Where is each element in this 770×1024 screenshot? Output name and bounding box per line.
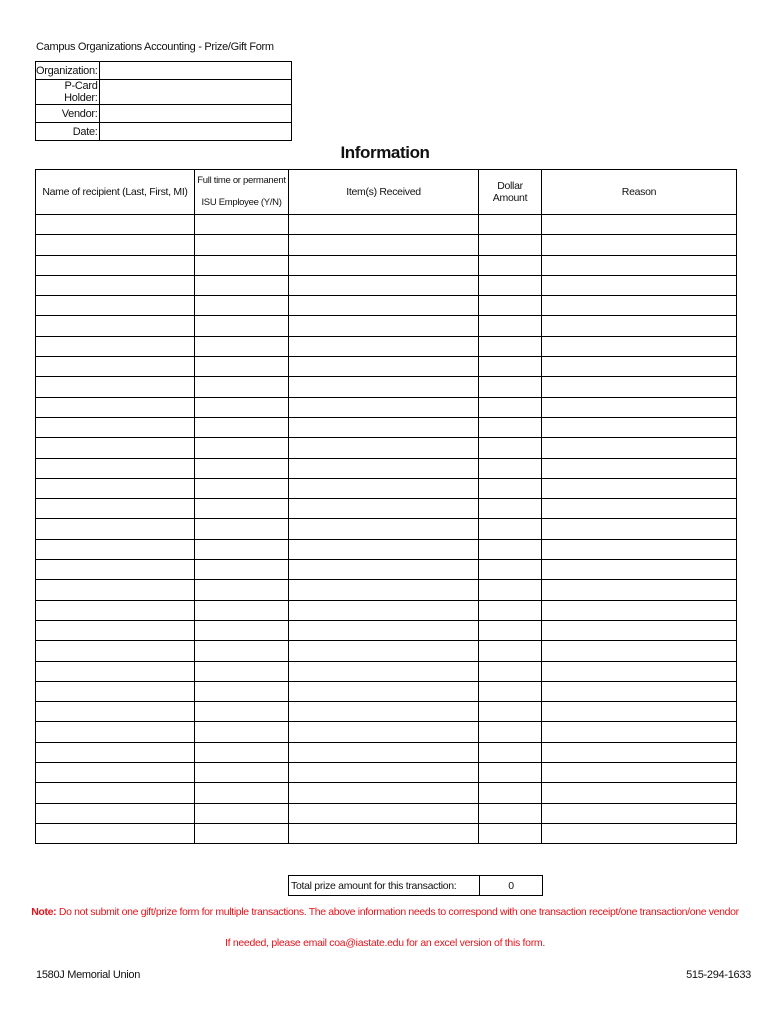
dollar-amount-cell[interactable] [479,620,542,640]
reason-cell[interactable] [542,539,737,559]
table-row [36,783,737,803]
items-cell[interactable] [289,417,479,437]
table-row [36,560,737,580]
reason-cell[interactable] [542,215,737,235]
reason-cell[interactable] [542,641,737,661]
recipient-cell[interactable] [36,357,195,377]
items-cell[interactable] [289,296,479,316]
recipient-cell[interactable] [36,417,195,437]
items-cell[interactable] [289,458,479,478]
table-row [36,215,737,235]
employee-cell[interactable] [195,681,289,701]
employee-cell[interactable] [195,275,289,295]
employee-cell[interactable] [195,539,289,559]
dollar-amount-cell[interactable] [479,661,542,681]
recipient-cell[interactable] [36,702,195,722]
excel-version-note: If needed, please email coa@iastate.edu for an excel version of this form. [225,937,545,949]
section-heading: Information [340,143,430,162]
note-body: Do not submit one gift/prize form for multiple transactions. The above information needs to correspond with one transaction receipt/one transaction/one vendor [56,906,739,918]
employee-cell[interactable] [195,620,289,640]
information-table [35,169,737,844]
footer-phone: 515-294-1633 [686,969,751,981]
table-row [36,275,737,295]
dollar-amount-cell[interactable] [479,215,542,235]
table-body [36,215,737,844]
dollar-amount-cell[interactable] [479,823,542,843]
employee-cell[interactable] [195,499,289,519]
table-row [36,478,737,498]
items-cell[interactable] [289,681,479,701]
recipient-cell[interactable] [36,742,195,762]
reason-cell[interactable] [542,397,737,417]
employee-cell[interactable] [195,763,289,783]
dollar-amount-cell[interactable] [479,580,542,600]
table-row [36,803,737,823]
table-row [36,600,737,620]
dollar-amount-cell[interactable] [479,763,542,783]
dollar-amount-cell[interactable] [479,357,542,377]
organization-label: Organization: [36,62,100,80]
employee-cell[interactable] [195,722,289,742]
dollar-amount-cell[interactable] [479,316,542,336]
vendor-label: Vendor: [36,105,100,123]
employee-cell[interactable] [195,336,289,356]
recipient-cell[interactable] [36,235,195,255]
items-cell[interactable] [289,823,479,843]
dollar-amount-cell[interactable] [479,296,542,316]
reason-cell[interactable] [542,702,737,722]
column-header-items: Item(s) Received [289,170,479,215]
dollar-amount-cell[interactable] [479,397,542,417]
table-row [36,742,737,762]
employee-cell[interactable] [195,783,289,803]
dollar-amount-cell[interactable] [479,803,542,823]
employee-cell[interactable] [195,377,289,397]
items-cell[interactable] [289,316,479,336]
recipient-cell[interactable] [36,296,195,316]
total-label: Total prize amount for this transaction: [289,876,480,896]
table-row [36,499,737,519]
recipient-cell[interactable] [36,641,195,661]
recipient-cell[interactable] [36,316,195,336]
reason-cell[interactable] [542,763,737,783]
recipient-cell[interactable] [36,215,195,235]
dollar-amount-cell[interactable] [479,235,542,255]
items-cell[interactable] [289,722,479,742]
header-field-pcard-holder [36,80,292,105]
recipient-cell[interactable] [36,539,195,559]
employee-cell[interactable] [195,397,289,417]
table-row [36,681,737,701]
employee-cell[interactable] [195,316,289,336]
employee-cell[interactable] [195,458,289,478]
table-row [36,539,737,559]
items-cell[interactable] [289,803,479,823]
reason-cell[interactable] [542,803,737,823]
date-label: Date: [36,123,100,141]
reason-cell[interactable] [542,783,737,803]
items-cell[interactable] [289,641,479,661]
recipient-cell[interactable] [36,499,195,519]
reason-cell[interactable] [542,296,737,316]
employee-cell[interactable] [195,742,289,762]
recipient-cell[interactable] [36,336,195,356]
note-text [0,906,770,918]
table-row [36,235,737,255]
table-header-row [36,170,737,215]
note-prefix: Note: [31,906,57,918]
dollar-amount-cell[interactable] [479,438,542,458]
items-cell[interactable] [289,783,479,803]
recipient-cell[interactable] [36,681,195,701]
form-title: Campus Organizations Accounting - Prize/Gift Form [36,41,274,53]
reason-cell[interactable] [542,255,737,275]
items-cell[interactable] [289,580,479,600]
reason-cell[interactable] [542,275,737,295]
employee-cell[interactable] [195,641,289,661]
dollar-amount-cell[interactable] [479,600,542,620]
reason-cell[interactable] [542,235,737,255]
header-fields-table [35,61,292,141]
items-cell[interactable] [289,499,479,519]
items-cell[interactable] [289,702,479,722]
table-row [36,336,737,356]
dollar-amount-cell[interactable] [479,458,542,478]
employee-cell[interactable] [195,215,289,235]
organization-field[interactable] [99,62,291,80]
reason-cell[interactable] [542,600,737,620]
header-field-organization [36,62,292,80]
dollar-amount-cell[interactable] [479,417,542,437]
table-row [36,377,737,397]
reason-cell[interactable] [542,458,737,478]
dollar-amount-cell[interactable] [479,478,542,498]
reason-cell[interactable] [542,681,737,701]
dollar-amount-cell[interactable] [479,336,542,356]
reason-cell[interactable] [542,580,737,600]
table-row [36,296,737,316]
dollar-amount-cell[interactable] [479,702,542,722]
reason-cell[interactable] [542,438,737,458]
column-header-employee: Full time or permanent ISU Employee (Y/N) [195,170,289,215]
dollar-amount-cell[interactable] [479,641,542,661]
items-cell[interactable] [289,215,479,235]
table-row [36,702,737,722]
table-row [36,620,737,640]
dollar-amount-cell[interactable] [479,722,542,742]
items-cell[interactable] [289,377,479,397]
recipient-cell[interactable] [36,397,195,417]
recipient-cell[interactable] [36,478,195,498]
dollar-amount-cell[interactable] [479,539,542,559]
employee-cell[interactable] [195,560,289,580]
table-row [36,417,737,437]
employee-cell[interactable] [195,519,289,539]
recipient-cell[interactable] [36,620,195,640]
recipient-cell[interactable] [36,580,195,600]
total-value: 0 [480,876,543,896]
reason-cell[interactable] [542,722,737,742]
employee-cell[interactable] [195,823,289,843]
items-cell[interactable] [289,763,479,783]
table-row [36,661,737,681]
employee-cell[interactable] [195,702,289,722]
reason-cell[interactable] [542,357,737,377]
recipient-cell[interactable] [36,377,195,397]
recipient-cell[interactable] [36,722,195,742]
employee-cell[interactable] [195,255,289,275]
reason-cell[interactable] [542,417,737,437]
items-cell[interactable] [289,275,479,295]
header-field-date [36,123,292,141]
column-header-recipient: Name of recipient (Last, First, MI) [36,170,195,215]
reason-cell[interactable] [542,742,737,762]
table-row [36,519,737,539]
table-row [36,438,737,458]
recipient-cell[interactable] [36,255,195,275]
employee-cell[interactable] [195,580,289,600]
reason-cell[interactable] [542,519,737,539]
recipient-cell[interactable] [36,560,195,580]
dollar-amount-cell[interactable] [479,681,542,701]
items-cell[interactable] [289,478,479,498]
recipient-cell[interactable] [36,823,195,843]
dollar-amount-cell[interactable] [479,742,542,762]
recipient-cell[interactable] [36,763,195,783]
vendor-field[interactable] [99,105,291,123]
dollar-amount-cell[interactable] [479,499,542,519]
items-cell[interactable] [289,336,479,356]
items-cell[interactable] [289,519,479,539]
recipient-cell[interactable] [36,600,195,620]
items-cell[interactable] [289,620,479,640]
reason-cell[interactable] [542,316,737,336]
dollar-amount-cell[interactable] [479,783,542,803]
reason-cell[interactable] [542,336,737,356]
recipient-cell[interactable] [36,661,195,681]
recipient-cell[interactable] [36,803,195,823]
employee-cell[interactable] [195,600,289,620]
items-cell[interactable] [289,560,479,580]
dollar-amount-cell[interactable] [479,255,542,275]
column-header-reason: Reason [542,170,737,215]
date-field[interactable] [99,123,291,141]
items-cell[interactable] [289,539,479,559]
table-row [36,357,737,377]
dollar-amount-cell[interactable] [479,519,542,539]
table-row [36,641,737,661]
dollar-amount-cell[interactable] [479,560,542,580]
items-cell[interactable] [289,255,479,275]
reason-cell[interactable] [542,620,737,640]
reason-cell[interactable] [542,478,737,498]
table-row [36,763,737,783]
items-cell[interactable] [289,600,479,620]
table-row [36,397,737,417]
items-cell[interactable] [289,397,479,417]
employee-cell[interactable] [195,296,289,316]
employee-cell[interactable] [195,803,289,823]
employee-cell[interactable] [195,661,289,681]
employee-cell[interactable] [195,235,289,255]
reason-cell[interactable] [542,377,737,397]
table-row [36,458,737,478]
table-row [36,580,737,600]
reason-cell[interactable] [542,499,737,519]
pcard-holder-field[interactable] [99,80,291,105]
dollar-amount-cell[interactable] [479,377,542,397]
recipient-cell[interactable] [36,275,195,295]
reason-cell[interactable] [542,560,737,580]
recipient-cell[interactable] [36,783,195,803]
dollar-amount-cell[interactable] [479,275,542,295]
items-cell[interactable] [289,235,479,255]
reason-cell[interactable] [542,661,737,681]
employee-cell[interactable] [195,357,289,377]
reason-cell[interactable] [542,823,737,843]
recipient-cell[interactable] [36,438,195,458]
items-cell[interactable] [289,438,479,458]
items-cell[interactable] [289,661,479,681]
recipient-cell[interactable] [36,458,195,478]
table-row [36,823,737,843]
total-row [288,875,543,896]
items-cell[interactable] [289,357,479,377]
table-row [36,316,737,336]
items-cell[interactable] [289,742,479,762]
footer-address: 1580J Memorial Union [36,969,141,981]
recipient-cell[interactable] [36,519,195,539]
column-header-dollar-amount: Dollar Amount [479,170,542,215]
header-field-vendor [36,105,292,123]
employee-cell[interactable] [195,478,289,498]
employee-cell[interactable] [195,438,289,458]
pcard-holder-label: P-Card Holder: [36,80,100,105]
table-row [36,722,737,742]
employee-cell[interactable] [195,417,289,437]
table-row [36,255,737,275]
